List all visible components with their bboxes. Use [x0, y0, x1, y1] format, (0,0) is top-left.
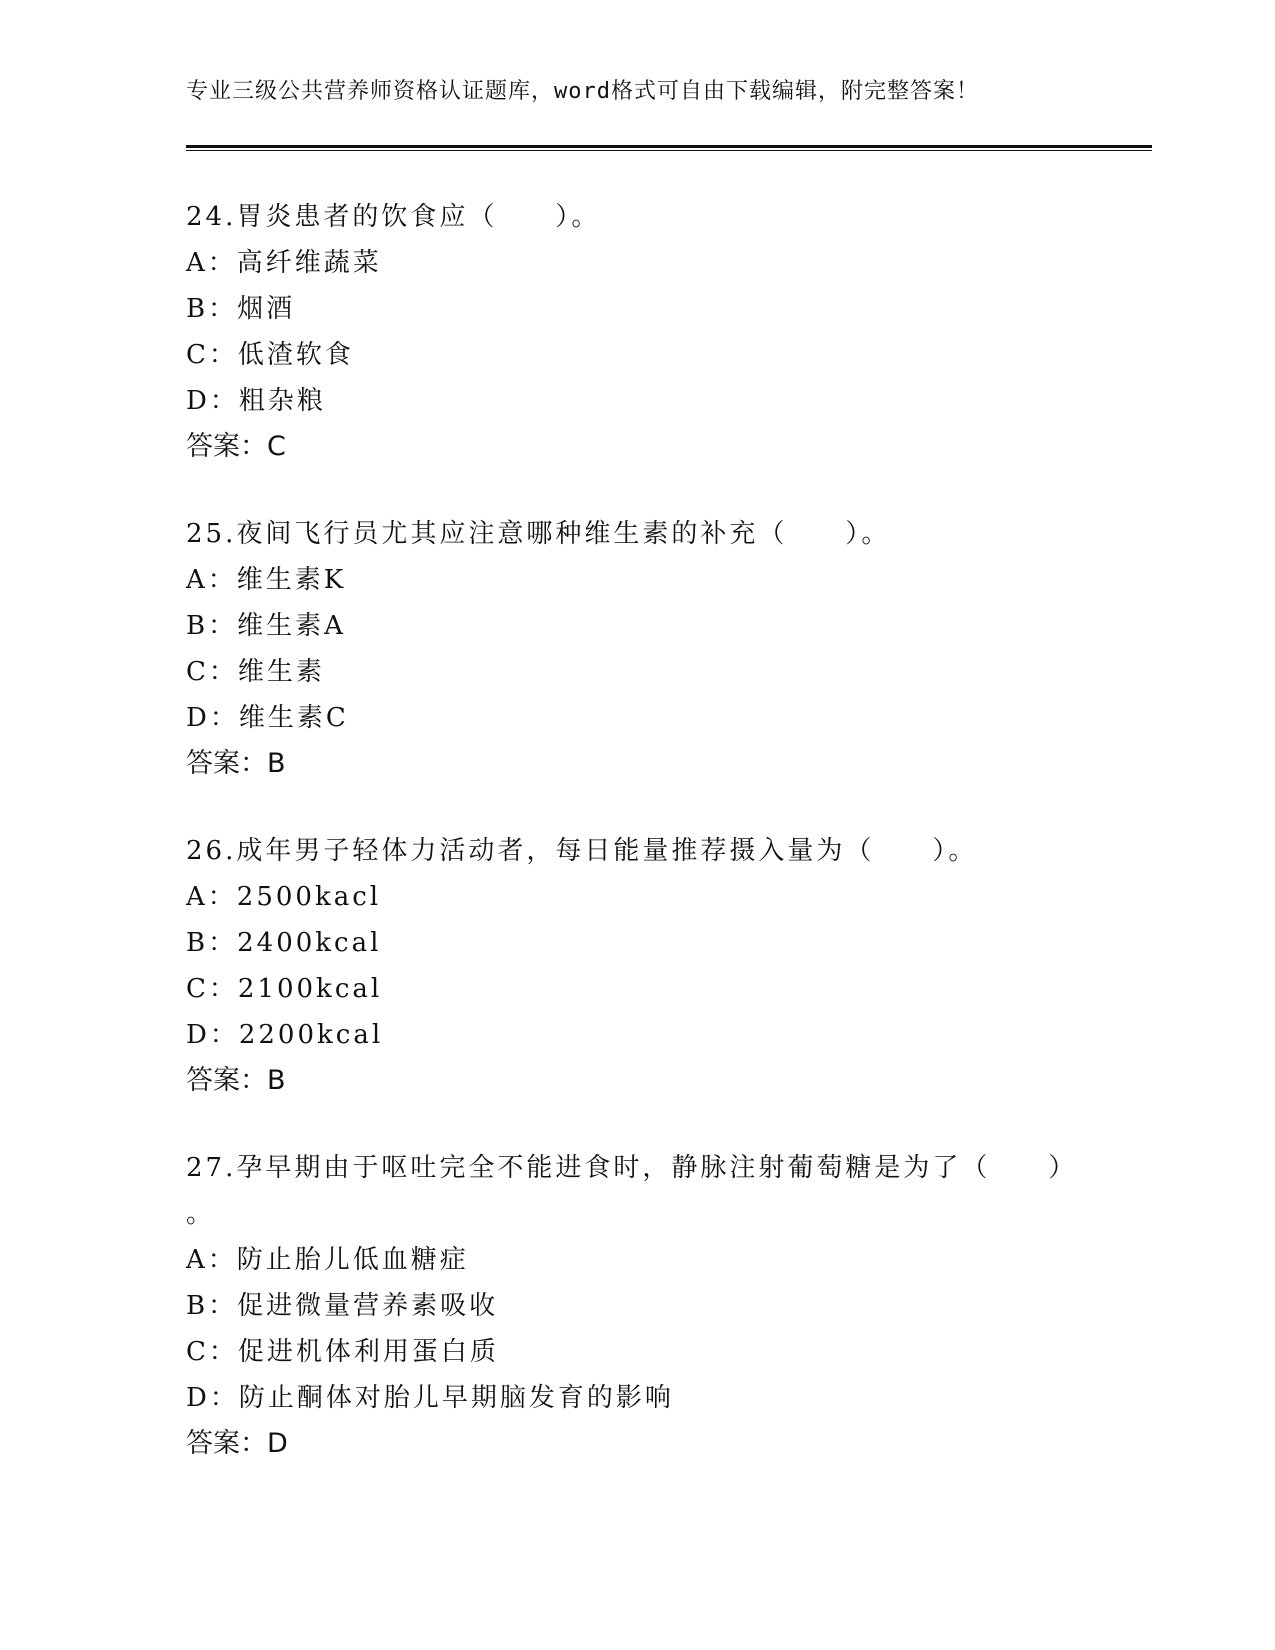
option-c: C：促进机体利用蛋白质	[186, 1337, 499, 1367]
option-b: B：促进微量营养素吸收	[186, 1291, 499, 1321]
option-d: D：防止酮体对胎儿早期脑发育的影响	[186, 1383, 674, 1413]
option-a: A：防止胎儿低血糖症	[186, 1245, 469, 1275]
option-a: A：高纤维蔬菜	[186, 248, 382, 278]
page-header: 专业三级公共营养师资格认证题库，word格式可自由下载编辑，附完整答案！	[186, 79, 979, 104]
option-a: A：2500kacl	[186, 882, 382, 912]
option-b: B：维生素A	[186, 611, 346, 641]
answer: 答案：B	[186, 748, 286, 779]
answer: 答案：C	[186, 431, 286, 462]
answer: 答案：B	[186, 1065, 286, 1096]
question-stem-continuation: 。	[186, 1199, 216, 1229]
option-b: B：烟酒	[186, 294, 296, 324]
option-a: A：维生素K	[186, 565, 347, 595]
question-stem: 25.夜间飞行员尤其应注意哪种维生素的补充（ ）。	[186, 519, 891, 549]
option-c: C：2100kcal	[186, 974, 383, 1004]
question-26	[186, 828, 1086, 1104]
question-24	[186, 194, 1086, 470]
option-d: D：2200kcal	[186, 1020, 384, 1050]
option-c: C：维生素	[186, 657, 325, 687]
header-rule-thin	[186, 150, 1152, 151]
option-b: B：2400kcal	[186, 928, 382, 958]
option-d: D：维生素C	[186, 703, 349, 733]
question-stem: 26.成年男子轻体力活动者，每日能量推荐摄入量为（ ）。	[186, 836, 978, 866]
answer: 答案：D	[186, 1428, 288, 1459]
option-d: D：粗杂粮	[186, 386, 326, 416]
question-stem: 27.孕早期由于呕吐完全不能进食时，静脉注射葡萄糖是为了（ ）	[186, 1153, 1078, 1183]
header-rule-thick	[186, 145, 1152, 148]
option-c: C：低渣软食	[186, 340, 354, 370]
question-stem: 24.胃炎患者的饮食应（ ）。	[186, 202, 601, 232]
question-25	[186, 511, 1086, 787]
question-27	[186, 1145, 1086, 1467]
